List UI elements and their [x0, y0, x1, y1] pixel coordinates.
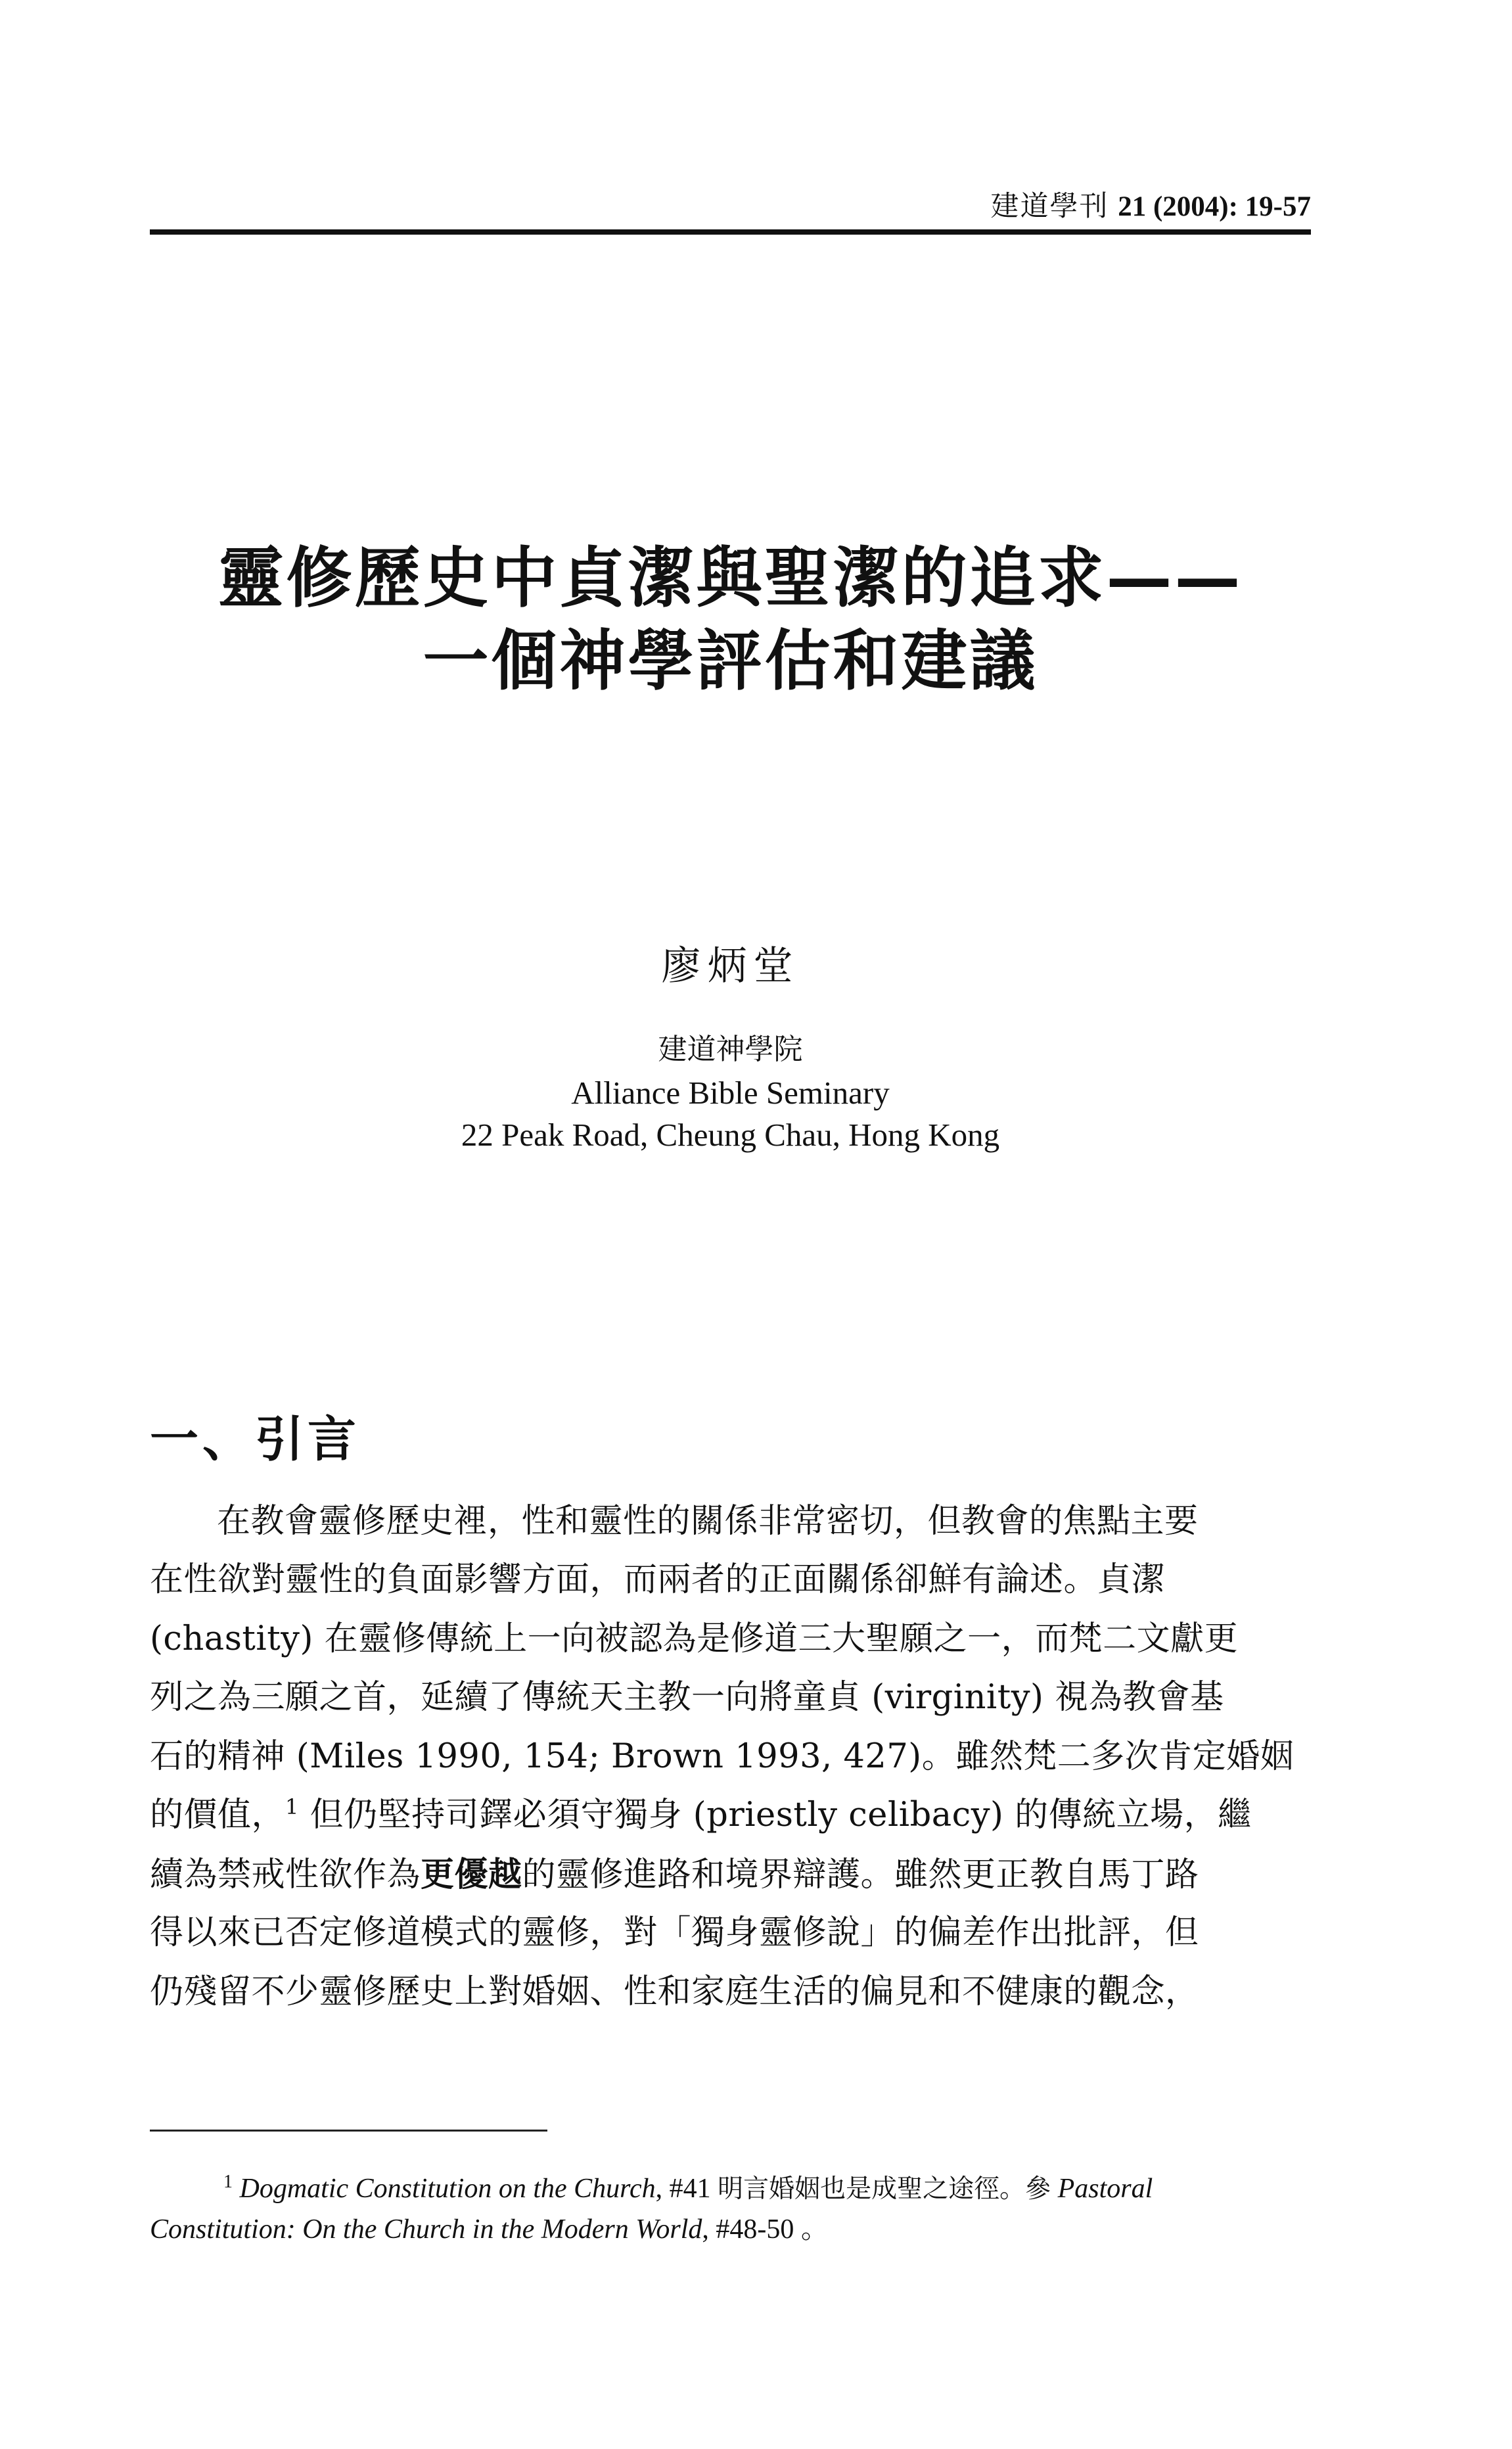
running-header [789, 188, 1311, 225]
body-line-6 [150, 1792, 1311, 1838]
header-rule [150, 229, 1311, 235]
body-line-6-start: 的價值， [150, 1796, 286, 1834]
affiliation-address: 22 Peak Road, Cheung Chau, Hong Kong [461, 1117, 1000, 1153]
journal-citation: 21 (2004): 19-57 [1118, 191, 1311, 222]
article-title-line-1: 靈修歷史中貞潔與聖潔的追求—— [218, 540, 1243, 617]
footnote-chinese-text: 明言婚姻也是成聖之途徑。參 [718, 2174, 1051, 2204]
emphasis-text: 更優越 [421, 1855, 522, 1894]
journal-name: 建道學刊 [990, 190, 1109, 223]
footnote-number: 1 [223, 2172, 233, 2192]
footnote-line-2 [150, 2210, 1311, 2249]
article-title-line-2: 一個神學評估和建議 [423, 622, 1038, 699]
footnote-marker: 1 [285, 1794, 299, 1819]
body-line-6-end: 但仍堅持司鐸必須守獨身 (priestly celibacy) 的傳統立場，繼 [298, 1796, 1252, 1834]
body-line-2: 在性欲對靈性的負面影響方面，而兩者的正面關係卻鮮有論述。貞潔 [150, 1560, 1166, 1599]
body-line-1: 在教會靈修歷史裡，性和靈性的關係非常密切，但教會的焦點主要 [217, 1502, 1199, 1541]
footnote-document-2b: Constitution: On the Church in the Modern World [150, 2214, 702, 2245]
section-heading: 一、引言 [150, 1411, 360, 1468]
body-line-7 [150, 1852, 1311, 1898]
footnote-line-1 [150, 2169, 1311, 2209]
footnote-document-2a: Pastoral [1051, 2174, 1153, 2204]
footnote-reference-2: , #48-50 。 [702, 2214, 829, 2245]
affiliation-english: Alliance Bible Seminary [571, 1075, 890, 1111]
footnote-document-1: Dogmatic Constitution on the Church [239, 2174, 656, 2204]
body-line-7-start: 續為禁戒性欲作為 [150, 1855, 421, 1894]
body-line-9: 仍殘留不少靈修歷史上對婚姻、性和家庭生活的偏見和不健康的觀念， [150, 1972, 1199, 2011]
footnote-reference-1: , #41 [655, 2174, 718, 2204]
body-line-7-end: 的靈修進路和境界辯護。雖然更正教自馬丁路 [522, 1855, 1199, 1894]
body-line-4: 列之為三願之首，延續了傳統天主教一向將童貞 (virginity) 視為教會基 [150, 1678, 1224, 1717]
author-name: 廖炳堂 [661, 943, 800, 989]
body-line-3: (chastity) 在靈修傳統上一向被認為是修道三大聖願之一，而梵二文獻更 [150, 1620, 1239, 1658]
body-line-8: 得以來已否定修道模式的靈修，對「獨身靈修說」的偏差作出批評，但 [150, 1913, 1199, 1952]
affiliation-chinese: 建道神學院 [658, 1033, 803, 1066]
body-line-5: 石的精神 (Miles 1990, 154; Brown 1993, 427)。雖然梵二多次肯定婚姻 [150, 1737, 1294, 1776]
footnote-rule [150, 2130, 547, 2132]
